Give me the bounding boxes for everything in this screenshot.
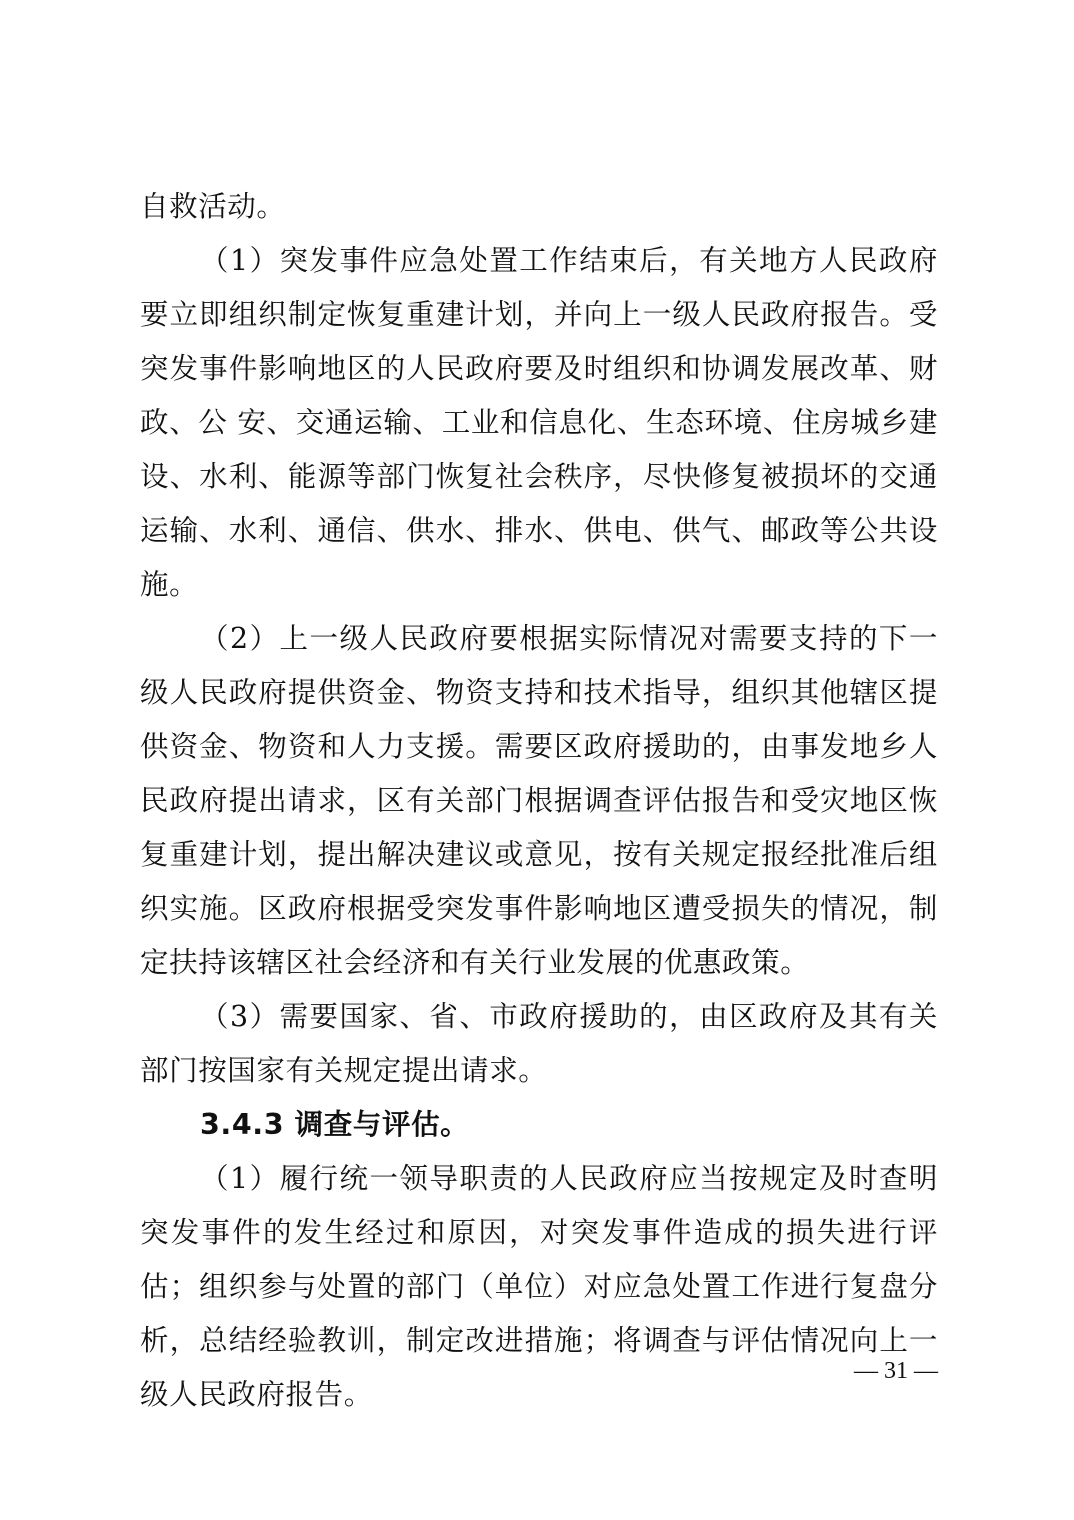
paragraph-item-3: （3）需要国家、省、市政府援助的，由区政府及其有关部门按国家有关规定提出请求。 xyxy=(140,1000,938,1087)
paragraph-item-2: （2）上一级人民政府要根据实际情况对需要支持的下一级人民政府提供资金、物资支持和技术指导，组织其他辖区提供资金、物资和人力支援。需要区政府援助的，由事发地乡人民政府提出请求，区有关部门根据调查评估报告和受灾地区恢复重建计划，提出解决建议或意见，按有关规定报经批准后组织实施。区政府根据受突发事件影响地区遭受损失的情况，制定扶持该辖区社会经济和有关行业发展的优惠政策。 xyxy=(140,622,938,979)
page-number: — 31 — xyxy=(854,1358,938,1384)
paragraph-item-1: （1）突发事件应急处置工作结束后，有关地方人民政府要立即组织制定恢复重建计划，并向上一级人民政府报告。受突发事件影响地区的人民政府要及时组织和协调发展改革、财政、公 安、交通运输、工业和信息化、生态环境、住房城乡建设、水利、能源等部门恢复社会秩序，尽快修复被损坏的交通运输、水利、通信、供水、排水、供电、供气、邮政等公共设施。 xyxy=(140,244,938,601)
paragraph-continuation: 自救活动。 xyxy=(140,190,286,223)
section-heading: 3.4.3 调查与评估。 xyxy=(200,1108,470,1141)
section-paragraph-item-1: （1）履行统一领导职责的人民政府应当按规定及时查明突发事件的发生经过和原因，对突发事件造成的损失进行评估；组织参与处置的部门（单位）对应急处置工作进行复盘分析，总结经验教训，制定改进措施；将调查与评估情况向上一级人民政府报告。 xyxy=(140,1162,938,1411)
document-body xyxy=(140,180,938,1422)
